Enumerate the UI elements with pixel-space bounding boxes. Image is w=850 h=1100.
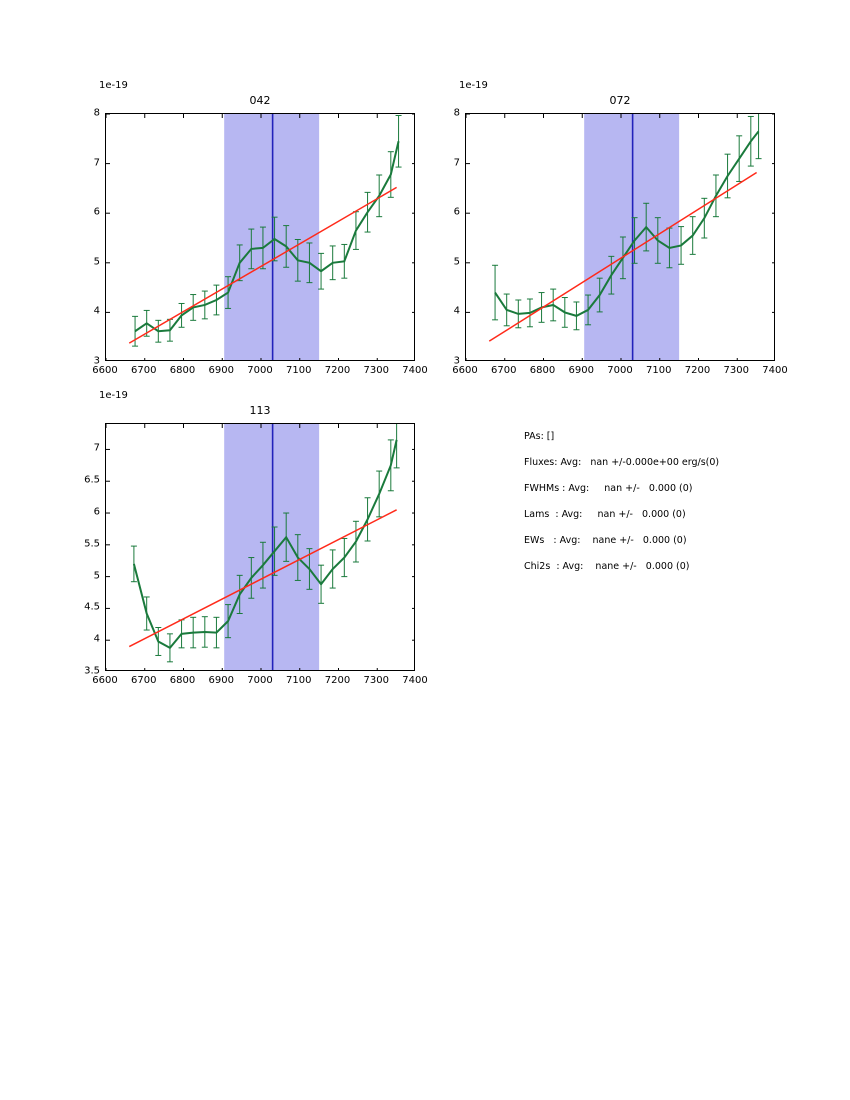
stats-line: PAs: [] bbox=[524, 431, 555, 442]
stats-line: EWs : Avg: nane +/- 0.000 (0) bbox=[524, 535, 687, 546]
y-tick-label: 7 bbox=[93, 442, 100, 454]
y-tick-label: 6 bbox=[93, 506, 100, 518]
panel-113-title: 113 bbox=[249, 404, 271, 417]
x-tick-label: 6700 bbox=[131, 365, 157, 376]
stats-summary bbox=[524, 432, 824, 592]
x-tick-label: 7200 bbox=[684, 365, 711, 376]
x-tick-label: 7000 bbox=[247, 365, 273, 376]
x-tick-label: 7400 bbox=[762, 365, 788, 376]
y-tick-label: 7 bbox=[93, 157, 100, 169]
panel-113-graphics bbox=[106, 424, 415, 671]
y-tick-label: 4.5 bbox=[84, 601, 100, 613]
y-tick-label: 3 bbox=[453, 355, 460, 367]
stats-line: Fluxes: Avg: nan +/-0.000e+00 erg/s(0) bbox=[524, 457, 720, 468]
x-tick-label: 7100 bbox=[286, 365, 312, 376]
panel-042 bbox=[92, 80, 428, 376]
panel-072-graphics bbox=[466, 114, 775, 361]
panel-042-offset-label: 1e-19 bbox=[99, 80, 128, 91]
x-tick-label: 7000 bbox=[607, 365, 633, 376]
x-tick-label: 6900 bbox=[208, 365, 234, 376]
y-tick-label: 3.5 bbox=[84, 665, 100, 677]
y-tick-label: 5 bbox=[93, 570, 100, 582]
y-tick-label: 3 bbox=[93, 355, 100, 367]
x-tick-label: 7200 bbox=[324, 365, 351, 376]
stats-line: FWHMs : Avg: nan +/- 0.000 (0) bbox=[524, 483, 693, 494]
stats-line: Lams : Avg: nan +/- 0.000 (0) bbox=[524, 509, 686, 520]
x-tick-label: 6800 bbox=[169, 675, 196, 686]
x-tick-label: 7300 bbox=[723, 365, 749, 376]
x-tick-label: 6900 bbox=[208, 675, 234, 686]
panel-072-plot-area bbox=[465, 113, 775, 361]
y-tick-label: 7 bbox=[453, 157, 460, 169]
y-tick-label: 5 bbox=[453, 256, 460, 268]
panel-072-title: 072 bbox=[609, 94, 631, 107]
panel-042-graphics bbox=[106, 114, 415, 361]
y-tick-label: 4 bbox=[93, 633, 100, 645]
x-tick-label: 7400 bbox=[402, 675, 428, 686]
panel-072 bbox=[452, 80, 788, 376]
x-tick-label: 7100 bbox=[286, 675, 312, 686]
x-tick-label: 6600 bbox=[92, 675, 118, 686]
panel-072-offset-label: 1e-19 bbox=[459, 80, 488, 91]
y-tick-label: 5 bbox=[93, 256, 100, 268]
y-tick-label: 5.5 bbox=[84, 538, 100, 550]
y-tick-label: 4 bbox=[93, 305, 100, 317]
panel-042-title: 042 bbox=[249, 94, 271, 107]
y-tick-label: 6 bbox=[453, 206, 460, 218]
y-tick-label: 6.5 bbox=[84, 474, 100, 486]
x-tick-label: 6600 bbox=[92, 365, 118, 376]
x-tick-label: 6900 bbox=[568, 365, 594, 376]
x-tick-label: 6600 bbox=[452, 365, 478, 376]
stats-line: Chi2s : Avg: nane +/- 0.000 (0) bbox=[524, 561, 690, 572]
x-tick-label: 6700 bbox=[131, 675, 157, 686]
y-tick-label: 8 bbox=[93, 107, 100, 119]
x-tick-label: 7300 bbox=[363, 365, 389, 376]
panel-113-plot-area bbox=[105, 423, 415, 671]
x-tick-label: 6800 bbox=[529, 365, 556, 376]
x-tick-label: 7400 bbox=[402, 365, 428, 376]
x-tick-label: 6700 bbox=[491, 365, 517, 376]
x-tick-label: 6800 bbox=[169, 365, 196, 376]
y-tick-label: 6 bbox=[93, 206, 100, 218]
x-tick-label: 7100 bbox=[646, 365, 672, 376]
y-tick-label: 8 bbox=[453, 107, 460, 119]
panel-113 bbox=[84, 390, 428, 686]
x-tick-label: 7000 bbox=[247, 675, 273, 686]
y-tick-label: 4 bbox=[453, 305, 460, 317]
panel-042-plot-area bbox=[105, 113, 415, 361]
x-tick-label: 7200 bbox=[324, 675, 351, 686]
panel-113-offset-label: 1e-19 bbox=[99, 390, 128, 401]
x-tick-label: 7300 bbox=[363, 675, 389, 686]
